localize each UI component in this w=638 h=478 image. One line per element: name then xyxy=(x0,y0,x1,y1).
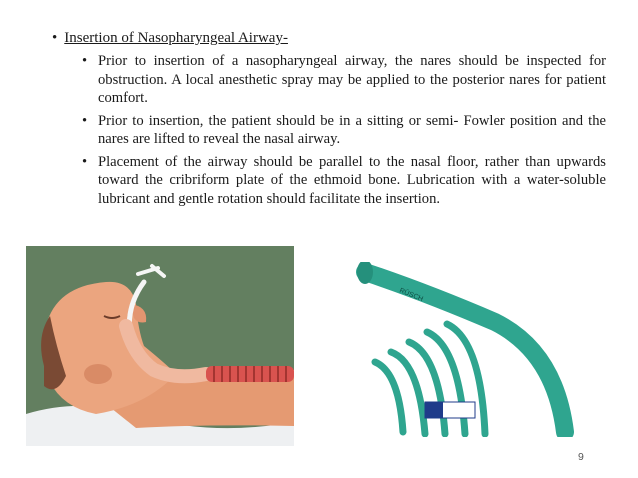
airway-tubes-illustration xyxy=(355,262,585,442)
bullet-text: Prior to insertion, the patient should be in a sitting or semi- Fowler position and the nares are lifted to reveal the nasal airway. xyxy=(98,112,606,147)
heading-bullet: • xyxy=(52,30,58,46)
page-number: 9 xyxy=(578,451,584,463)
heading-title: Insertion of Nasopharyngeal Airway- xyxy=(64,30,288,46)
tube-brand-label: RÜSCH xyxy=(398,287,424,304)
bullet-item xyxy=(82,153,606,209)
bullet-list xyxy=(82,52,606,212)
bullet-text: Prior to insertion of a nasopharyngeal airway, the nares should be inspected for obstruction. A local anesthetic spray may be applied to the posterior nares for patient comfort. xyxy=(98,53,606,106)
bullet-dot: • xyxy=(82,112,88,129)
bullet-text: Placement of the airway should be parallel to the nasal floor, rather than upwards toward the cribriform plate of the ethmoid bone. Lubrication with a water-soluble lubricant and gentle rotation should facilitate the insertion. xyxy=(98,153,606,207)
slide-heading xyxy=(52,30,288,47)
trachea-rings xyxy=(206,366,294,382)
bullet-item xyxy=(82,112,606,149)
bullet-dot: • xyxy=(82,153,88,170)
bullet-item xyxy=(82,52,606,108)
patient-airway-illustration xyxy=(26,246,294,451)
bullet-dot: • xyxy=(82,53,88,69)
